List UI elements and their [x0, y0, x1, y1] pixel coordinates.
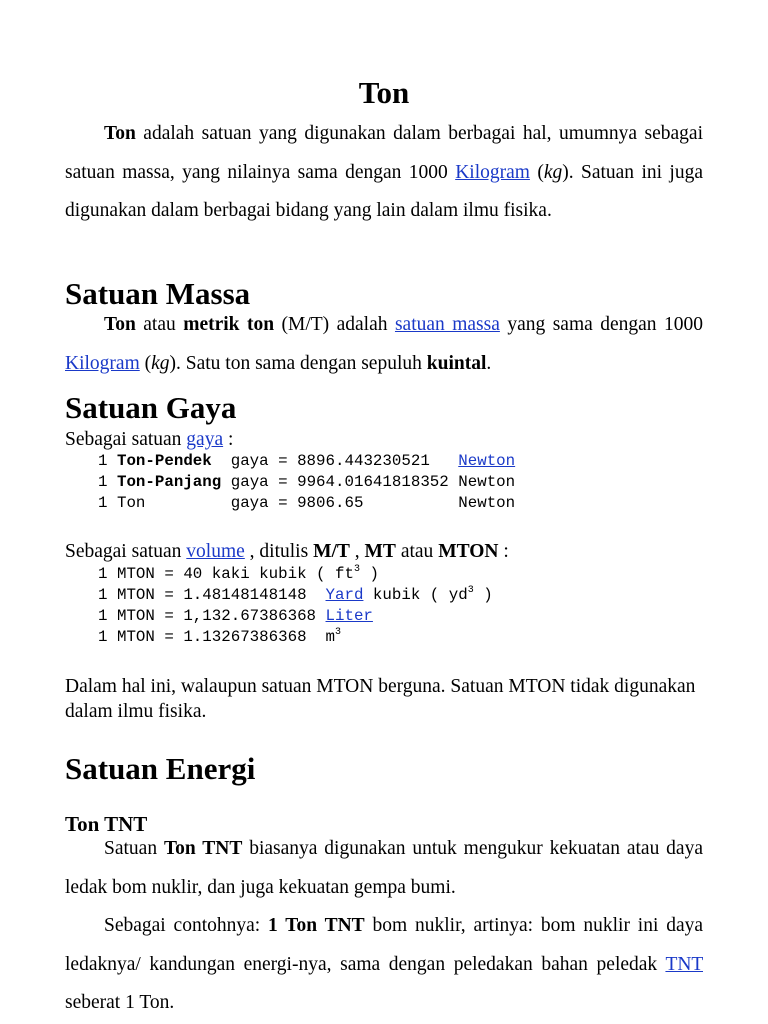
section-heading-gaya: Satuan Gaya — [65, 390, 237, 425]
energi-paragraph-1: Satuan Ton TNT biasanya digunakan untuk mengukur kekuatan atau daya ledak bom nuklir, dan juga kekuatan gempa bumi. — [65, 838, 703, 898]
note-paragraph: Dalam hal ini, walaupun satuan MTON berguna. Satuan MTON tidak digunakan dalam ilmu fisika. — [65, 676, 696, 722]
kilogram-link[interactable]: Kilogram — [455, 161, 530, 183]
gaya-table — [65, 451, 703, 514]
subheading-ton-tnt: Ton TNT — [65, 812, 148, 836]
kilogram-link-2[interactable]: Kilogram — [65, 352, 140, 374]
gaya-row: 1 Ton-Pendek gaya = 8896.443230521 Newton — [98, 452, 516, 470]
volume-row: 1 MTON = 1.48148148148 Yard kubik ( $yd^3$ ) — [98, 585, 493, 604]
massa-paragraph: Ton atau metrik ton (M/T) adalah satuan massa yang sama dengan 1000 Kilogram (kg). Satu ton sama dengan sepuluh kuintal. — [65, 314, 703, 374]
intro-paragraph: Ton adalah satuan yang digunakan dalam berbagai hal, umumnya sebagai satuan massa, yang nilainya sama dengan 1000 Kilogram (kg). Satuan ini juga digunakan dalam berbagai bidang yang lain dalam ilmu fisika. — [65, 123, 703, 221]
section-heading-energi: Satuan Energi — [65, 751, 256, 786]
newton-link[interactable]: Newton — [458, 452, 516, 470]
intro-term: Ton — [104, 123, 136, 144]
tnt-link[interactable]: TNT — [665, 953, 703, 975]
section-heading-massa: Satuan Massa — [65, 276, 251, 311]
volume-table — [65, 564, 703, 648]
gaya-row: 1 Ton-Panjang gaya = 9964.01641818352 Newton — [98, 473, 516, 491]
volume-row: 1 MTON = 40 kaki kubik ( $ft^3$ ) — [98, 564, 379, 583]
volume-link[interactable]: volume — [186, 541, 245, 562]
gaya-row: 1 Ton gaya = 9806.65 Newton — [98, 494, 516, 512]
gaya-link[interactable]: gaya — [186, 429, 224, 450]
yard-link[interactable]: Yard — [325, 586, 364, 604]
satuan-massa-link[interactable]: satuan massa — [394, 314, 500, 335]
volume-intro: Sebagai satuan volume , ditulis M/T , MT atau MTON : — [65, 541, 509, 562]
gaya-intro: Sebagai satuan gaya : — [65, 429, 234, 450]
energi-paragraph-2: Sebagai contohnya: 1 Ton TNT bom nuklir, artinya: bom nuklir ini daya ledaknya/ kandungan energi-nya, sama dengan peledakan bahan peledak TNT seberat 1 Ton. — [65, 915, 704, 1013]
page-title: Ton — [358, 75, 410, 110]
liter-link[interactable]: Liter — [325, 607, 373, 625]
volume-row: 1 MTON = 1,132.67386368 Liter — [98, 607, 373, 625]
volume-row: 1 MTON = 1.13267386368 $m^3$ — [98, 627, 342, 646]
